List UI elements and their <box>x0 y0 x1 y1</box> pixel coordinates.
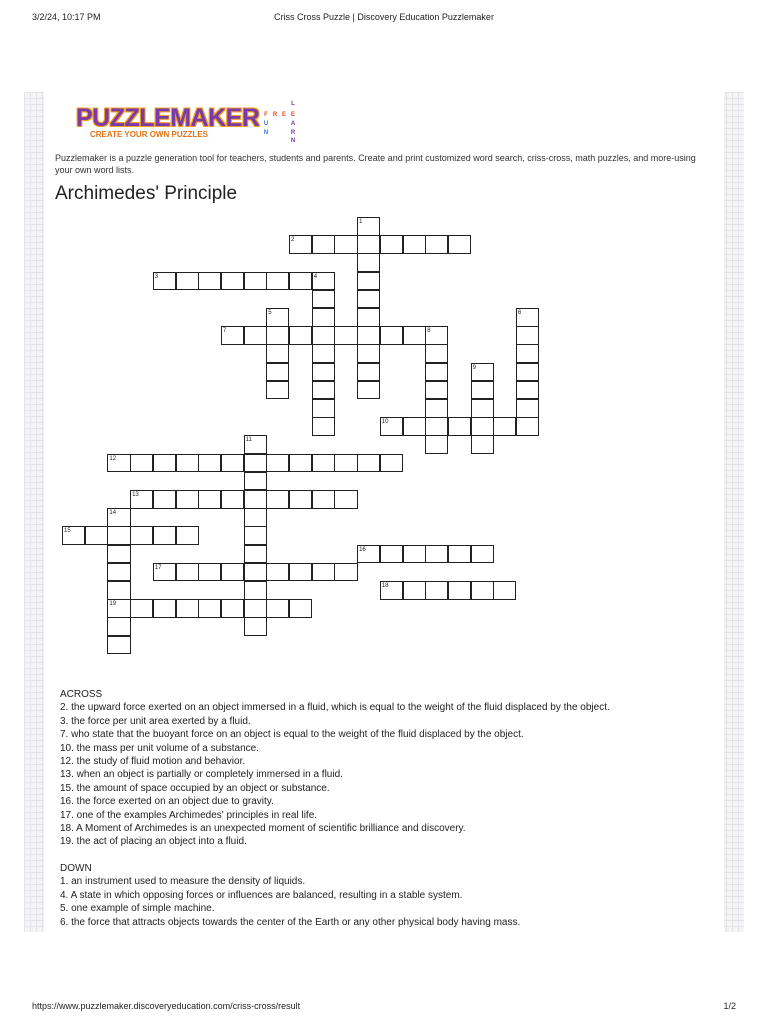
grid-cell[interactable] <box>244 435 267 454</box>
grid-cell[interactable] <box>516 308 539 327</box>
grid-cell[interactable] <box>130 526 153 545</box>
grid-cell[interactable] <box>176 599 199 618</box>
clue-number-label: 9 <box>472 364 476 371</box>
grid-cell[interactable] <box>107 508 130 527</box>
grid-cell[interactable] <box>289 235 312 254</box>
grid-cell[interactable] <box>62 526 85 545</box>
badge-letter: E <box>290 112 295 118</box>
down-heading: DOWN <box>60 862 92 874</box>
grid-cell[interactable] <box>266 563 289 582</box>
grid-cell[interactable] <box>244 599 267 618</box>
grid-cell[interactable] <box>493 417 516 436</box>
grid-cell[interactable] <box>266 363 289 382</box>
grid-cell[interactable] <box>107 617 130 636</box>
page-number: 1/2 <box>723 1001 736 1011</box>
grid-cell[interactable] <box>425 581 448 600</box>
grid-cell[interactable] <box>403 581 426 600</box>
grid-cell[interactable] <box>334 490 357 509</box>
grid-cell[interactable] <box>448 581 471 600</box>
across-clue: 17. one of the examples Archimedes' principles in real life. <box>60 809 318 821</box>
grid-cell[interactable] <box>516 381 539 400</box>
grid-cell[interactable] <box>516 399 539 418</box>
grid-cell[interactable] <box>266 490 289 509</box>
grid-cell[interactable] <box>312 417 335 436</box>
logo-tagline: CREATE YOUR OWN PUZZLES <box>90 130 208 139</box>
grid-cell[interactable] <box>516 344 539 363</box>
across-clue: 18. A Moment of Archimedes is an unexpected moment of scientific brilliance and discovery. <box>60 823 466 835</box>
clue-number-label: 6 <box>518 310 522 316</box>
clue-number-label: 19 <box>109 601 117 608</box>
grid-cell[interactable] <box>357 545 380 564</box>
puzzle-title: Archimedes' Principle <box>55 183 238 204</box>
grid-cell[interactable] <box>471 417 494 436</box>
grid-cell[interactable] <box>244 563 267 582</box>
grid-cell[interactable] <box>334 563 357 582</box>
logo-wordmark: PUZZLEMAKER <box>76 104 260 132</box>
grid-cell[interactable] <box>244 545 267 564</box>
grid-cell[interactable] <box>448 417 471 436</box>
badge-letter: U <box>263 121 269 127</box>
clue-number-label: 18 <box>381 583 389 589</box>
grid-cell[interactable] <box>107 581 130 600</box>
grid-cell[interactable] <box>334 326 357 345</box>
grid-cell[interactable] <box>516 417 539 436</box>
grid-cell[interactable] <box>176 563 199 582</box>
grid-cell[interactable] <box>380 545 403 564</box>
clue-number-label: 11 <box>245 437 252 444</box>
grid-cell[interactable] <box>244 490 267 509</box>
grid-cell[interactable] <box>221 454 244 473</box>
clue-number-label: 16 <box>359 546 366 553</box>
grid-cell[interactable] <box>244 326 267 345</box>
grid-cell[interactable] <box>312 381 335 400</box>
badge-letter: A <box>290 121 296 127</box>
clue-number-label: 13 <box>132 492 139 498</box>
clue-number-label: 5 <box>268 310 272 316</box>
across-clue: 13. when an object is partially or completely immersed in a fluid. <box>60 769 343 781</box>
grid-cell[interactable] <box>516 326 539 345</box>
grid-cell[interactable] <box>448 545 471 564</box>
grid-cell[interactable] <box>289 272 312 291</box>
grid-cell[interactable] <box>471 363 494 382</box>
grid-cell[interactable] <box>380 235 403 254</box>
grid-cell[interactable] <box>312 290 335 309</box>
print-date: 3/2/24, 10:17 PM <box>32 12 101 22</box>
grid-cell[interactable] <box>130 599 153 618</box>
grid-cell[interactable] <box>85 526 108 545</box>
grid-cell[interactable] <box>493 581 516 600</box>
grid-cell[interactable] <box>266 326 289 345</box>
badge-letter: F <box>264 112 268 118</box>
grid-cell[interactable] <box>425 326 448 345</box>
grid-cell[interactable] <box>198 563 221 582</box>
across-clue: 3. the force per unit area exerted by a fluid. <box>60 715 251 727</box>
grid-cell[interactable] <box>153 272 176 291</box>
grid-cell[interactable] <box>357 344 380 363</box>
across-clue: 7. who state that the buoyant force on an object is equal to the weight of the fluid displaced by the object. <box>60 729 524 741</box>
badge-letter: N <box>263 130 269 136</box>
grid-cell[interactable] <box>334 235 357 254</box>
grid-cell[interactable] <box>244 272 267 291</box>
grid-cell[interactable] <box>380 326 403 345</box>
grid-cell[interactable] <box>425 363 448 382</box>
grid-cell[interactable] <box>448 235 471 254</box>
print-page-title: Criss Cross Puzzle | Discovery Education Puzzlemaker <box>274 12 494 22</box>
grid-cell[interactable] <box>107 599 130 618</box>
grid-cell[interactable] <box>312 399 335 418</box>
grid-cell[interactable] <box>312 454 335 473</box>
grid-cell[interactable] <box>312 235 335 254</box>
grid-cell[interactable] <box>425 381 448 400</box>
grid-cell[interactable] <box>107 454 130 473</box>
grid-cell[interactable] <box>312 563 335 582</box>
grid-cell[interactable] <box>380 417 403 436</box>
across-clue: 10. the mass per unit volume of a substance. <box>60 742 259 754</box>
grid-cell[interactable] <box>289 326 312 345</box>
across-clue: 16. the force exerted on an object due to gravity. <box>60 796 274 808</box>
clue-number-label: 4 <box>313 273 318 280</box>
grid-cell[interactable] <box>176 490 199 509</box>
grid-cell[interactable] <box>130 490 153 509</box>
down-clue: 6. the force that attracts objects towards the center of the Earth or any other physical body having mass. <box>60 916 521 928</box>
grid-cell[interactable] <box>266 344 289 363</box>
grid-cell[interactable] <box>357 326 380 345</box>
grid-cell[interactable] <box>289 563 312 582</box>
grid-cell[interactable] <box>289 454 312 473</box>
grid-cell[interactable] <box>244 526 267 545</box>
grid-cell[interactable] <box>312 308 335 327</box>
grid-cell[interactable] <box>198 599 221 618</box>
grid-cell[interactable] <box>221 326 244 345</box>
grid-cell[interactable] <box>266 454 289 473</box>
grid-cell[interactable] <box>107 563 130 582</box>
grid-cell[interactable] <box>403 326 426 345</box>
grid-cell[interactable] <box>471 581 494 600</box>
grid-cell[interactable] <box>357 308 380 327</box>
grid-cell[interactable] <box>266 272 289 291</box>
badge-letter: R <box>290 130 296 136</box>
grid-cell[interactable] <box>312 490 335 509</box>
grid-cell[interactable] <box>153 454 176 473</box>
grid-cell[interactable] <box>153 563 176 582</box>
grid-cell[interactable] <box>266 308 289 327</box>
grid-cell[interactable] <box>312 326 335 345</box>
across-clue: 19. the act of placing an object into a fluid. <box>60 836 247 848</box>
grid-cell[interactable] <box>107 545 130 564</box>
grid-cell[interactable] <box>334 454 357 473</box>
grid-cell[interactable] <box>357 272 380 291</box>
grid-cell[interactable] <box>403 417 426 436</box>
grid-cell[interactable] <box>130 454 153 473</box>
down-clue: 5. one example of simple machine. <box>60 903 215 915</box>
grid-cell[interactable] <box>221 599 244 618</box>
intro-text: Puzzlemaker is a puzzle generation tool for teachers, students and parents. Create and print customized word search, criss-cross, math puzzles, and more-using your own word lists. <box>55 153 696 175</box>
grid-cell[interactable] <box>153 599 176 618</box>
clue-number-label: 1 <box>359 219 363 225</box>
clue-number-label: 14 <box>109 510 117 517</box>
grid-cell[interactable] <box>176 526 199 545</box>
grid-cell[interactable] <box>380 581 403 600</box>
grid-cell[interactable] <box>403 545 426 564</box>
badge-letter: R <box>272 112 278 118</box>
grid-cell[interactable] <box>244 581 267 600</box>
grid-cell[interactable] <box>425 344 448 363</box>
clue-number-label: 12 <box>109 455 117 462</box>
grid-cell[interactable] <box>198 490 221 509</box>
grid-cell[interactable] <box>244 617 267 636</box>
grid-cell[interactable] <box>221 490 244 509</box>
clue-number-label: 7 <box>222 328 227 335</box>
grid-cell[interactable] <box>357 381 380 400</box>
down-clue: 1. an instrument used to measure the density of liquids. <box>60 876 306 888</box>
grid-cell[interactable] <box>153 526 176 545</box>
grid-cell[interactable] <box>244 508 267 527</box>
grid-cell[interactable] <box>357 363 380 382</box>
grid-cell[interactable] <box>107 636 130 655</box>
grid-cell[interactable] <box>244 472 267 491</box>
clue-number-label: 10 <box>381 419 389 426</box>
grid-cell[interactable] <box>107 526 130 545</box>
badge-letter: N <box>290 138 296 144</box>
grid-cell[interactable] <box>312 272 335 291</box>
clue-number-label: 3 <box>154 273 159 280</box>
grid-cell[interactable] <box>403 235 426 254</box>
across-clue: 15. the amount of space occupied by an object or substance. <box>60 782 330 794</box>
grid-cell[interactable] <box>153 490 176 509</box>
grid-cell[interactable] <box>471 381 494 400</box>
down-clue: 4. A state in which opposing forces or influences are balanced, resulting in a stable system. <box>60 889 463 901</box>
badge-letter: E <box>281 112 286 118</box>
grid-cell[interactable] <box>357 454 380 473</box>
grid-cell[interactable] <box>357 235 380 254</box>
grid-cell[interactable] <box>357 253 380 272</box>
clue-number-label: 15 <box>64 528 71 535</box>
grid-cell[interactable] <box>266 599 289 618</box>
clue-number-label: 8 <box>427 328 431 335</box>
grid-cell[interactable] <box>176 454 199 473</box>
grid-cell[interactable] <box>471 435 494 454</box>
grid-cell[interactable] <box>221 563 244 582</box>
clue-number-label: 17 <box>154 564 162 571</box>
grid-cell[interactable] <box>289 490 312 509</box>
grid-cell[interactable] <box>289 599 312 618</box>
across-heading: ACROSS <box>60 689 103 700</box>
grid-cell[interactable] <box>266 381 289 400</box>
grid-cell[interactable] <box>357 290 380 309</box>
grid-cell[interactable] <box>198 272 221 291</box>
grid-cell[interactable] <box>176 272 199 291</box>
page-url: https://www.puzzlemaker.discoveryeducation.com/criss-cross/result <box>32 1001 301 1011</box>
across-clue: 2. the upward force exerted on an object immersed in a fluid, which is equal to the weight of the fluid displaced by the object. <box>60 702 610 714</box>
grid-cell[interactable] <box>425 235 448 254</box>
grid-cell[interactable] <box>425 417 448 436</box>
grid-cell[interactable] <box>425 399 448 418</box>
grid-cell[interactable] <box>471 545 494 564</box>
grid-cell[interactable] <box>516 363 539 382</box>
grid-cell[interactable] <box>380 454 403 473</box>
grid-cell[interactable] <box>244 454 267 473</box>
grid-cell[interactable] <box>425 435 448 454</box>
grid-cell[interactable] <box>221 272 244 291</box>
grid-cell[interactable] <box>312 344 335 363</box>
puzzlemaker-logo[interactable] <box>76 104 260 144</box>
print-header <box>0 12 768 26</box>
clue-list <box>60 688 720 929</box>
badge-letter: L <box>291 101 295 107</box>
clue-number-label: 2 <box>291 237 295 244</box>
grid-cell[interactable] <box>357 217 380 236</box>
grid-cell[interactable] <box>425 545 448 564</box>
grid-cell[interactable] <box>312 363 335 382</box>
grid-cell[interactable] <box>198 454 221 473</box>
across-clue: 12. the study of fluid motion and behavior. <box>60 756 246 768</box>
free-learn-fun-badge <box>262 100 310 144</box>
grid-cell[interactable] <box>471 399 494 418</box>
